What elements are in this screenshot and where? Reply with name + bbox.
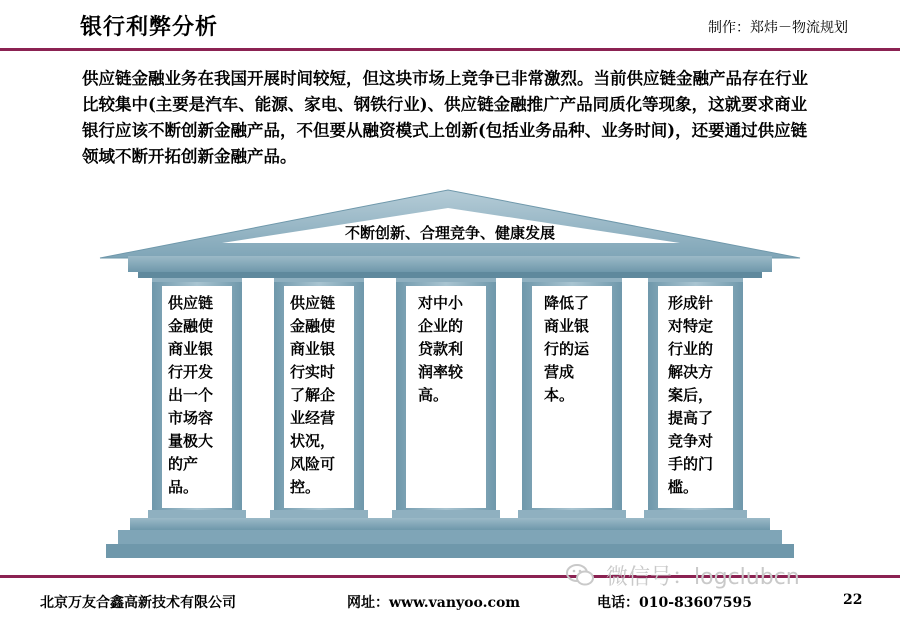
roof-label: 不断创新、合理竞争、健康发展 [344, 224, 555, 242]
footer-website: 网址：www.vanyoo.com [347, 595, 521, 611]
author-label: 制作：郑炜－物流规划 [708, 20, 848, 36]
watermark-text: 微信号：logclubcn [606, 565, 800, 590]
temple-beam [128, 256, 772, 272]
pillar-5-text: 形成针对特定行业的解决方案后，提高了竞争对手的门槛。 [668, 294, 714, 496]
wechat-icon [565, 563, 595, 593]
pillar-4-text: 降低了商业银行的运营成本。 [544, 294, 590, 404]
temple-base-bottom [106, 544, 794, 558]
page-number: 22 [843, 592, 863, 608]
page-title: 银行利弊分析 [80, 15, 219, 40]
temple-base-middle [118, 530, 782, 544]
pillar-2-text: 供应链金融使商业银行实时了解企业经营状况，风险可控。 [290, 294, 336, 496]
footer-phone: 电话：010-83607595 [597, 595, 752, 611]
watermark [565, 560, 800, 593]
footer-company: 北京万友合鑫高新技术有限公司 [40, 595, 236, 611]
temple-base-top [130, 518, 770, 530]
intro-paragraph: 供应链金融业务在我国开展时间较短，但这块市场上竞争已非常激烈。当前供应链金融产品存在行业比较集中(主要是汽车、能源、家电、钢铁行业)、供应链金融推广产品同质化等现象，这就要求商业银行应该不断创新金融产品，不但要从融资模式上创新(包括业务品种、业务时间)，还要通过供应链领域不断开拓创新金融产品。 [82, 69, 808, 166]
pillar-3-text: 对中小企业的贷款利润率较高。 [418, 294, 464, 404]
temple-beam-shadow [138, 272, 762, 278]
pillar-1-text: 供应链金融使商业银行开发出一个市场容量极大的产品。 [168, 294, 214, 496]
